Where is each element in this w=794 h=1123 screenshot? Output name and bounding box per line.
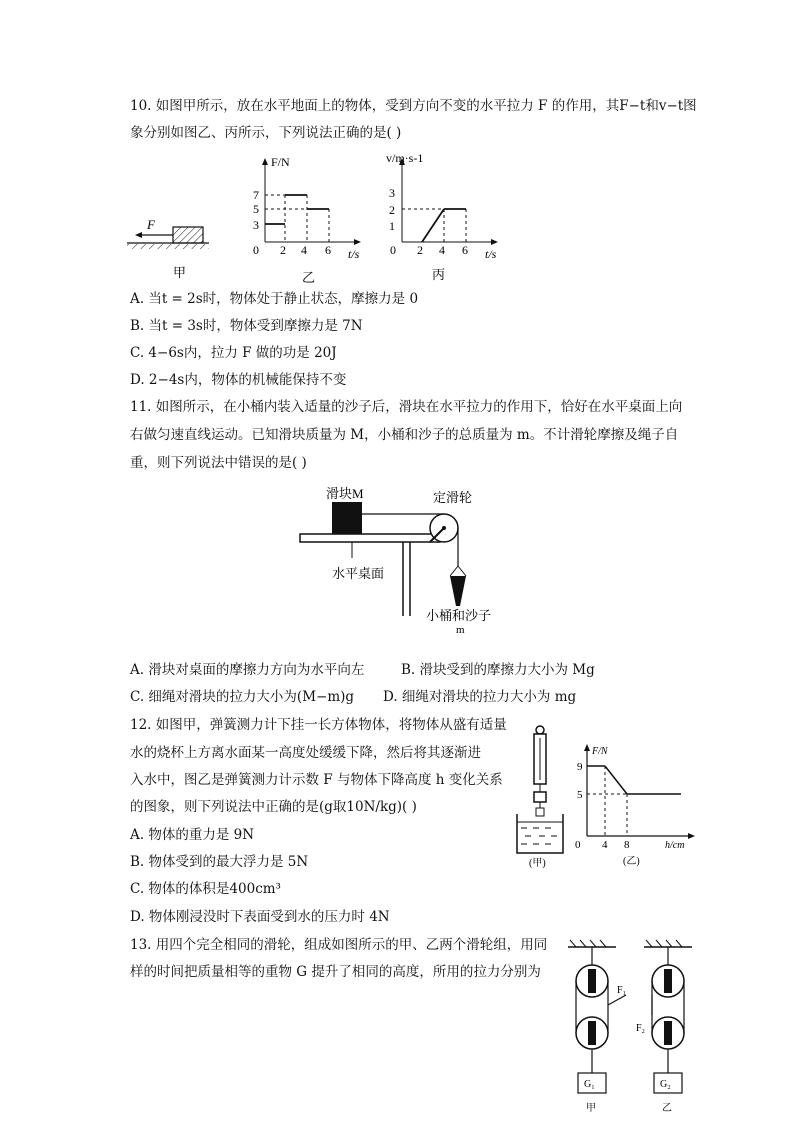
q12-stem-line4: 的图象，则下列说法中正确的是(g取10N/kg)( ) xyxy=(130,799,417,815)
q11-option-d: D. 细绳对滑块的拉力大小为 mg xyxy=(383,689,577,705)
q13-figure xyxy=(560,935,700,1115)
q12-option-b: B. 物体受到的最大浮力是 5N xyxy=(130,854,309,870)
q10-bing-ylabel: v/m·s-1 xyxy=(386,151,424,165)
q10-yi-xtick: 6 xyxy=(325,243,331,257)
q10-yi-xlabel: t/s xyxy=(348,247,360,261)
q13-caption-yi: 乙 xyxy=(662,1103,672,1114)
q11-table-label: 水平桌面 xyxy=(332,566,385,581)
q13-stem-line1: 13. 用四个完全相同的滑轮，组成如图所示的甲、乙两个滑轮组，用同 xyxy=(130,937,548,953)
q10-bing-xtick: 0 xyxy=(390,243,396,257)
q12-ytick: 9 xyxy=(577,761,583,773)
q11-pulley-label: 定滑轮 xyxy=(433,490,473,505)
q10-bing-ytick: 1 xyxy=(389,219,395,233)
q10-yi-ytick: 5 xyxy=(253,202,259,216)
q12-ytick: 5 xyxy=(577,789,583,801)
q10-yi-ytick: 7 xyxy=(253,188,259,202)
q10-bing-xtick: 4 xyxy=(439,243,445,257)
q10-bing-xtick: 2 xyxy=(417,243,423,257)
q10-figure-yi xyxy=(245,150,365,285)
q12-xtick: 4 xyxy=(602,839,608,851)
q11-bucket-label: 小桶和沙子 xyxy=(426,608,492,623)
q10-bing-xlabel: t/s xyxy=(485,247,497,261)
q13-stem-line2: 样的时间把质量相等的重物 G 提升了相同的高度，所用的拉力分别为 xyxy=(130,964,541,980)
q10-option-a: A. 当t = 2s时，物体处于静止状态，摩擦力是 0 xyxy=(130,291,419,307)
q12-option-d: D. 物体刚浸没时下表面受到水的压力时 4N xyxy=(130,909,390,925)
q10-figure-jia xyxy=(125,205,215,280)
q12-stem-line2: 水的烧杯上方离水面某一高度处缓缓下降，然后将其逐渐进 xyxy=(130,745,481,761)
q12-stem-line3: 入水中，图乙是弹簧测力计示数 F 与物体下降高度 h 变化关系 xyxy=(130,772,503,788)
q12-xtick: 0 xyxy=(575,839,581,851)
q10-bing-ytick: 3 xyxy=(389,186,395,200)
q10-force-label: F xyxy=(147,217,155,232)
q10-yi-xtick: 0 xyxy=(253,243,259,257)
q10-option-d: D. 2−4s内，物体的机械能保持不变 xyxy=(130,372,347,388)
q12-xlabel: h/cm xyxy=(665,840,685,851)
q11-option-c: C. 细绳对滑块的拉力大小为(M−m)g xyxy=(130,689,355,705)
q12-ylabel: F/N xyxy=(592,746,608,757)
q10-stem-line1: 10. 如图甲所示，放在水平地面上的物体，受到方向不变的水平拉力 F 的作用，其F−t和v−t图 xyxy=(130,98,697,114)
q13-f1: F₁ xyxy=(617,985,627,996)
q10-yi-xtick: 4 xyxy=(301,243,307,257)
q11-option-a: A. 滑块对桌面的摩擦力方向为水平向左 xyxy=(130,662,365,678)
q10-caption-jia: 甲 xyxy=(173,265,187,280)
q13-caption-jia: 甲 xyxy=(586,1103,596,1114)
q12-stem-line1: 12. 如图甲，弹簧测力计下挂一长方体物体，将物体从盛有适量 xyxy=(130,717,507,733)
q11-stem-line3: 重，则下列说法中错误的是( ) xyxy=(130,455,307,471)
q12-figure xyxy=(505,718,700,868)
q11-bucket-mass: m xyxy=(456,624,465,636)
q10-yi-ylabel: F/N xyxy=(271,155,290,169)
q13-g2: G₂ xyxy=(660,1079,671,1090)
q13-g1: G₁ xyxy=(584,1079,595,1090)
q10-yi-xtick: 2 xyxy=(280,243,286,257)
q12-option-a: A. 物体的重力是 9N xyxy=(130,827,255,843)
q10-yi-ytick: 3 xyxy=(253,218,259,232)
q10-caption-bing: 丙 xyxy=(432,267,446,282)
q10-bing-xtick: 6 xyxy=(462,243,468,257)
q10-option-c: C. 4−6s内，拉力 F 做的功是 20J xyxy=(130,345,337,361)
q11-stem-line2: 右做匀速直线运动。已知滑块质量为 M，小桶和沙子的总质量为 m。不计滑轮摩擦及绳子自 xyxy=(130,427,679,443)
q12-xtick: 8 xyxy=(624,839,630,851)
q10-option-b: B. 当t = 3s时，物体受到摩擦力是 7N xyxy=(130,318,363,334)
q11-option-b: B. 滑块受到的摩擦力大小为 Mg xyxy=(401,662,595,678)
q10-figure-bing xyxy=(380,148,510,285)
q11-stem-line1: 11. 如图所示，在小桶内装入适量的沙子后，滑块在水平拉力的作用下，恰好在水平桌面上向 xyxy=(130,399,683,415)
q13-f2: F₂ xyxy=(636,1023,646,1034)
q10-stem-line2: 象分别如图乙、丙所示，下列说法正确的是( ) xyxy=(130,125,402,141)
q12-caption-jia: (甲) xyxy=(529,858,546,868)
q12-option-c: C. 物体的体积是400cm³ xyxy=(130,881,281,897)
q10-bing-ytick: 2 xyxy=(389,203,395,217)
q11-figure xyxy=(290,478,530,638)
q10-caption-yi: 乙 xyxy=(302,270,316,285)
q11-block-label: 滑块M xyxy=(326,486,364,501)
q12-caption-yi: (乙) xyxy=(623,856,640,867)
